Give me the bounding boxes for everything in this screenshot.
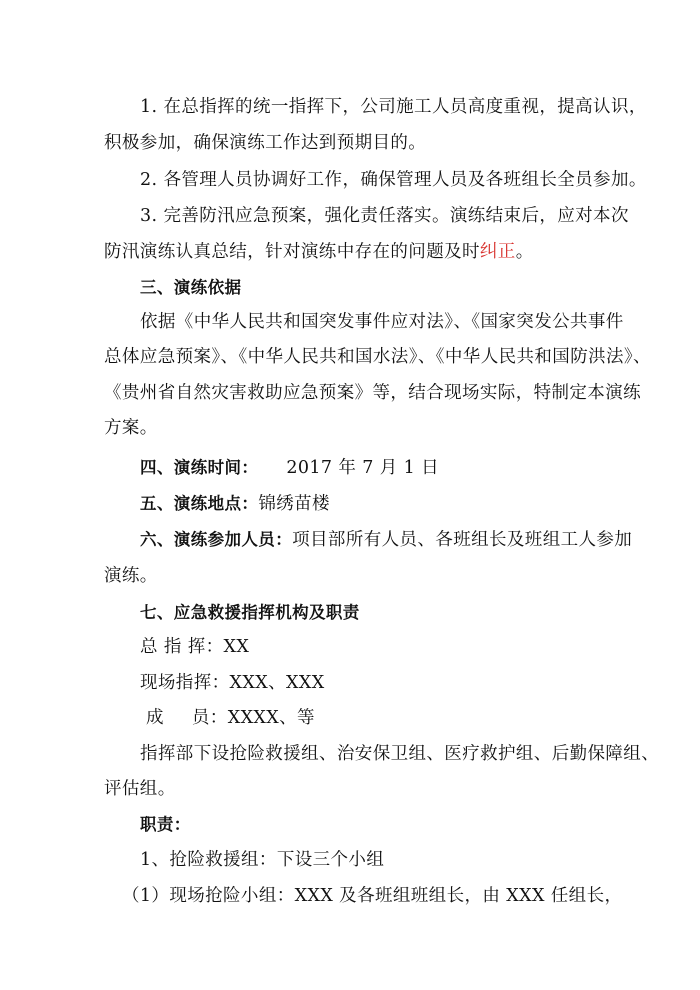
drill-location: 锦绣苗楼 bbox=[258, 494, 330, 514]
commander-value: XX bbox=[223, 637, 250, 657]
para3-correction-text: 纠正 bbox=[479, 242, 516, 262]
para1-line1: 1. 在总指挥的统一指挥下，公司施工人员高度重视，提高认识， bbox=[140, 97, 647, 117]
section6-heading: 六、演练参加人员： bbox=[140, 530, 293, 549]
drill-date: 2017 年 7 月 1 日 bbox=[286, 458, 440, 478]
para1-line2: 积极参加，确保演练工作达到预期目的。 bbox=[104, 133, 427, 153]
para3-line2-suffix: 。 bbox=[515, 242, 534, 262]
section3-line2: 总体应急预案》、《中华人民共和国水法》、《中华人民共和国防洪法》、 bbox=[104, 347, 651, 367]
members-label-part2: 员： bbox=[191, 708, 228, 728]
section3-heading: 三、演练依据 bbox=[140, 278, 242, 297]
duties-item1: 1、抢险救援组：下设三个小组 bbox=[140, 850, 385, 870]
para3-line1: 3. 完善防汛应急预案，强化责任落实。演练结束后，应对本次 bbox=[140, 206, 629, 226]
section7-heading: 七、应急救援指挥机构及职责 bbox=[140, 603, 360, 622]
commander-row bbox=[140, 635, 249, 659]
para3-line2 bbox=[104, 240, 534, 264]
section4-row bbox=[140, 456, 439, 480]
site-commander-value: XXX、XXX bbox=[229, 673, 325, 693]
section6-row bbox=[140, 528, 632, 552]
section4-heading: 四、演练时间： bbox=[140, 458, 259, 477]
para2-line1: 2. 各管理人员协调好工作，确保管理人员及各班组长全员参加。 bbox=[140, 170, 647, 190]
members-label-part1: 成 bbox=[146, 708, 164, 728]
members-row bbox=[146, 706, 315, 730]
site-commander-label: 现场指挥： bbox=[140, 673, 230, 693]
section5-row bbox=[140, 492, 330, 516]
site-commander-row bbox=[140, 671, 325, 695]
subgroups-line2: 评估组。 bbox=[104, 779, 176, 799]
subgroups-line1: 指挥部下设抢险救援组、治安保卫组、医疗救护组、后勤保障组、 bbox=[140, 744, 660, 764]
section3-line1: 依据《中华人民共和国突发事件应对法》、《国家突发公共事件 bbox=[140, 312, 624, 332]
duties-item1-sub1: （1）现场抢险小组：XXX 及各班组班组长，由 XXX 任组长， bbox=[122, 886, 623, 906]
drill-participants: 项目部所有人员、各班组长及班组工人参加 bbox=[292, 530, 633, 550]
commander-label: 总 指 挥： bbox=[140, 637, 224, 657]
section5-heading: 五、演练地点： bbox=[140, 494, 259, 513]
para3-line2-prefix: 防汛演练认真总结，针对演练中存在的问题及时 bbox=[104, 242, 480, 262]
section3-line4: 方案。 bbox=[104, 418, 158, 438]
section6-line2: 演练。 bbox=[104, 566, 158, 586]
duties-heading: 职责： bbox=[140, 815, 191, 834]
members-value: XXXX、等 bbox=[227, 708, 315, 728]
section3-line3: 《贵州省自然灾害救助应急预案》等，结合现场实际，特制定本演练 bbox=[104, 383, 641, 403]
